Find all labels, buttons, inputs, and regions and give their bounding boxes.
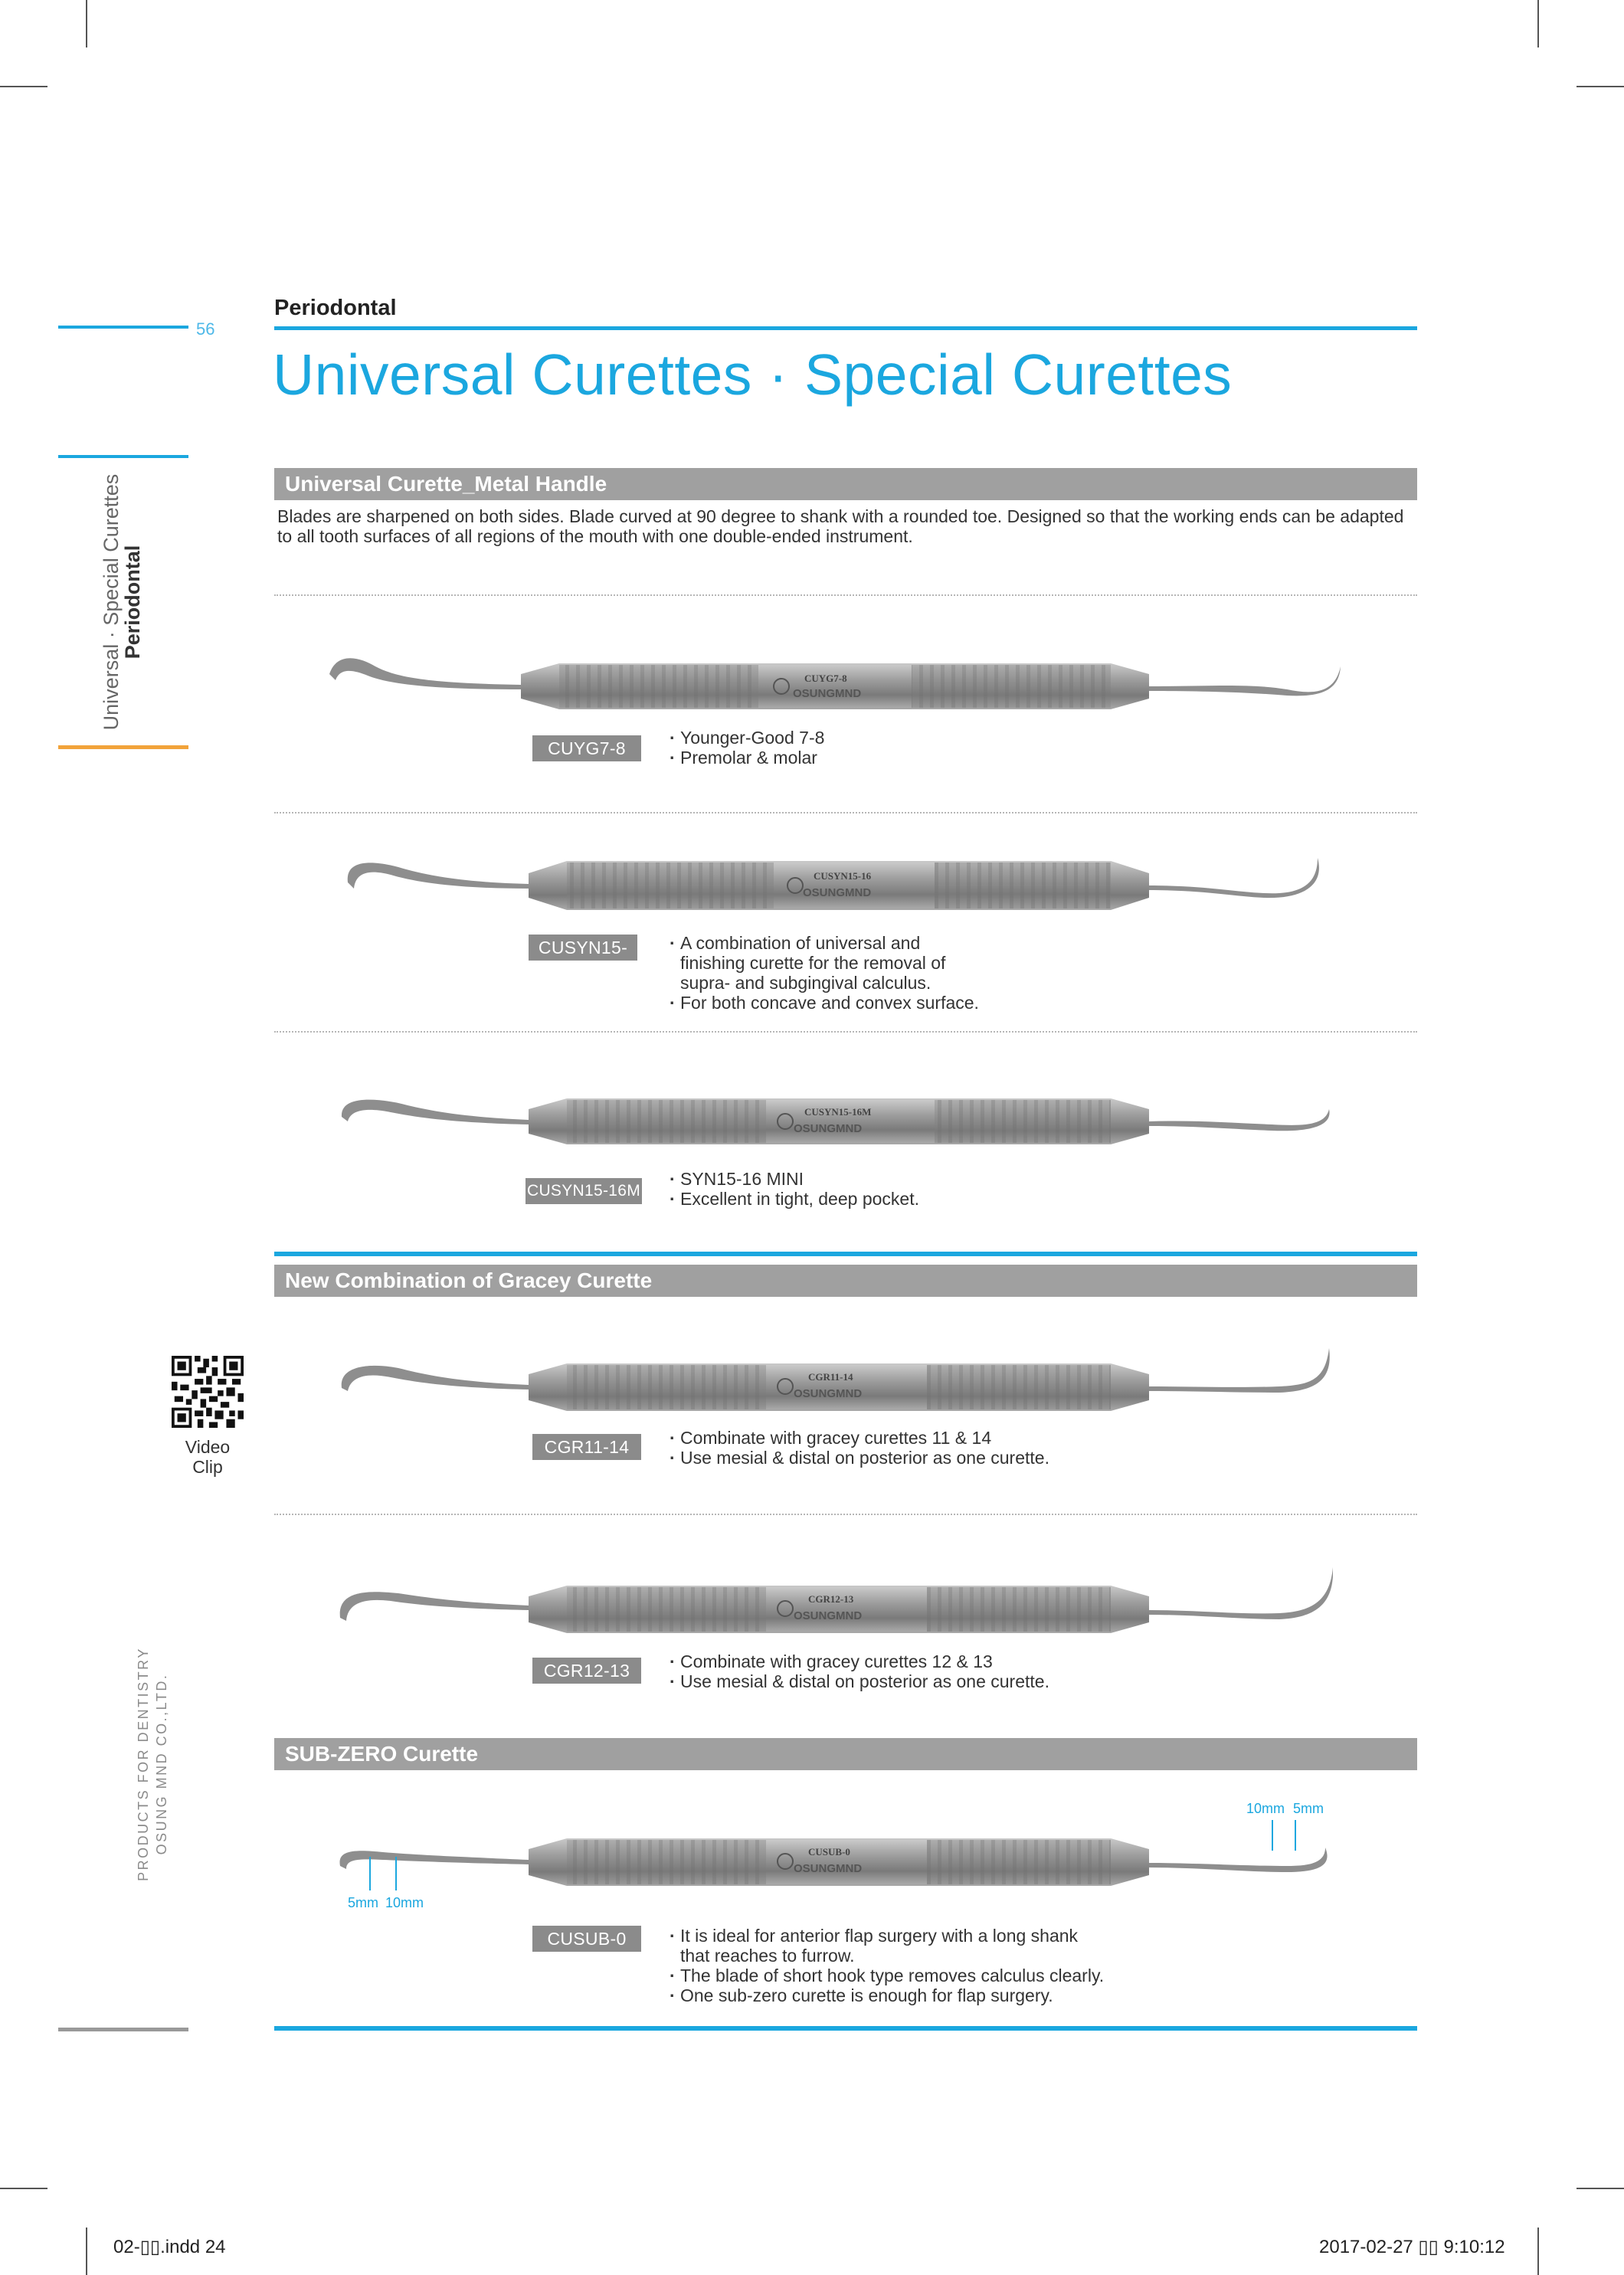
video-clip-label [173, 1437, 242, 1477]
engraving-code: CUYG7-8 [804, 673, 847, 684]
dimension-line [395, 1857, 397, 1890]
engraving-brand: OSUNGMND [794, 1609, 863, 1622]
video-label-line: Video [185, 1437, 231, 1457]
bullet-item: · Combinate with gracey curettes 11 & 14 [670, 1428, 1049, 1448]
side-tab-rule-bottom [58, 745, 188, 749]
bullet-item: · The blade of short hook type removes calculus clearly. [670, 1966, 1104, 1985]
engraving-brand: OSUNGMND [794, 1387, 863, 1400]
section-bar-universal: Universal Curette_Metal Handle [274, 468, 1417, 500]
bullet-item: · Premolar & molar [670, 748, 824, 768]
dimension-label: 5mm [348, 1895, 378, 1910]
company-rule [58, 2028, 188, 2031]
product-bullets [670, 1428, 1049, 1468]
product-bullets [670, 1169, 919, 1209]
bullet-item: · Combinate with gracey curettes 12 & 13 [670, 1651, 1049, 1671]
dimension-label: 10mm [1246, 1801, 1285, 1816]
product-code-badge: CGR12-13 [532, 1658, 641, 1684]
dimension-label: 10mm [385, 1895, 424, 1910]
dimension-line [369, 1857, 371, 1890]
dotted-divider [274, 594, 1417, 596]
bullet-item: supra- and subgingival calculus. [680, 973, 932, 993]
footer-filename: 02-▯▯.indd 24 [113, 2237, 226, 2257]
page-number-rule [58, 326, 188, 329]
engraving-code: CGR11-14 [808, 1371, 853, 1383]
crop-mark [1537, 0, 1539, 47]
product-bullets [670, 1651, 1049, 1691]
section-bar-subzero: SUB-ZERO Curette [274, 1738, 1417, 1770]
engraving-code: CGR12-13 [808, 1593, 854, 1605]
product-bullets [670, 1926, 1104, 2005]
product-code-badge: CGR11-14 [532, 1434, 641, 1460]
section-label: Periodontal [274, 296, 397, 320]
instrument-image [337, 1072, 1333, 1157]
bullet-item: · It is ideal for anterior flap surgery with a long shank [670, 1926, 1104, 1946]
page-number: 56 [196, 319, 215, 339]
bullet-item: · Use mesial & distal on posterior as one curette. [670, 1448, 1049, 1468]
crop-mark [0, 86, 47, 87]
crop-mark [1577, 2188, 1624, 2189]
title-rule [274, 326, 1417, 330]
company-name: OSUNG MND CO.,LTD. [154, 1673, 169, 1855]
crop-mark [86, 0, 87, 47]
product-code-badge: CUSUB-0 [532, 1926, 641, 1952]
instrument-image [329, 636, 1341, 720]
engraving-brand: OSUNGMND [794, 1862, 863, 1875]
crop-mark [86, 2228, 87, 2275]
bullet-item: finishing curette for the removal of [680, 953, 946, 973]
section-rule [274, 1252, 1417, 1256]
engraving-code: CUSYN15-16 [814, 870, 872, 882]
company-tagline: PRODUCTS FOR DENTISTRY [136, 1647, 151, 1881]
page-title: Universal Curettes · Special Curettes [273, 342, 1233, 407]
bottom-rule [274, 2026, 1417, 2031]
instrument-image [337, 1337, 1333, 1422]
product-bullets [670, 728, 824, 768]
bullet-item: that reaches to furrow. [680, 1946, 855, 1966]
bullet-item: · A combination of universal and [670, 933, 979, 953]
engraving-code: CUSUB-0 [808, 1846, 850, 1858]
dimension-label: 5mm [1293, 1801, 1324, 1816]
footer-timestamp: 2017-02-27 ▯▯ 9:10:12 [1319, 2237, 1505, 2257]
bullet-item: · One sub-zero curette is enough for flap surgery. [670, 1985, 1104, 2005]
side-tab-subtitle: Universal · Special Curettes [100, 473, 123, 731]
crop-mark [0, 2188, 47, 2189]
clip-label-line: Clip [192, 1457, 223, 1477]
crop-mark [1577, 86, 1624, 87]
dotted-divider [274, 1514, 1417, 1515]
product-bullets [670, 933, 979, 1013]
section-description: Blades are sharpened on both sides. Blade curved at 90 degree to shank with a rounded toe. Designed so that the working ends can be adapted to all tooth surfaces of all regions of the mouth with one double-ended instrument. [277, 506, 1404, 546]
bullet-item: · Younger-Good 7-8 [670, 728, 824, 748]
section-bar-gracey: New Combination of Gracey Curette [274, 1265, 1417, 1297]
dotted-divider [274, 1031, 1417, 1033]
instrument-image [337, 1812, 1333, 1897]
bullet-item: · For both concave and convex surface. [670, 993, 979, 1013]
qr-code-icon[interactable] [172, 1356, 244, 1428]
dotted-divider [274, 812, 1417, 813]
engraving-brand: OSUNGMND [794, 1122, 863, 1135]
bullet-item: · Use mesial & distal on posterior as one curette. [670, 1671, 1049, 1691]
product-code-badge: CUSYN15-16M [526, 1178, 642, 1204]
instrument-image [345, 835, 1325, 919]
engraving-brand: OSUNGMND [793, 687, 862, 700]
crop-mark [1537, 2228, 1539, 2275]
bullet-item: · SYN15-16 MINI [670, 1169, 919, 1189]
engraving-brand: OSUNGMND [803, 886, 872, 899]
product-code-badge: CUYG7-8 [532, 735, 641, 761]
product-code-badge: CUSYN15-16 [529, 935, 637, 961]
bullet-item: · Excellent in tight, deep pocket. [670, 1189, 919, 1209]
engraving-code: CUSYN15-16M [804, 1106, 872, 1118]
instrument-image [337, 1560, 1333, 1644]
side-tab-title: Periodontal [121, 545, 145, 660]
